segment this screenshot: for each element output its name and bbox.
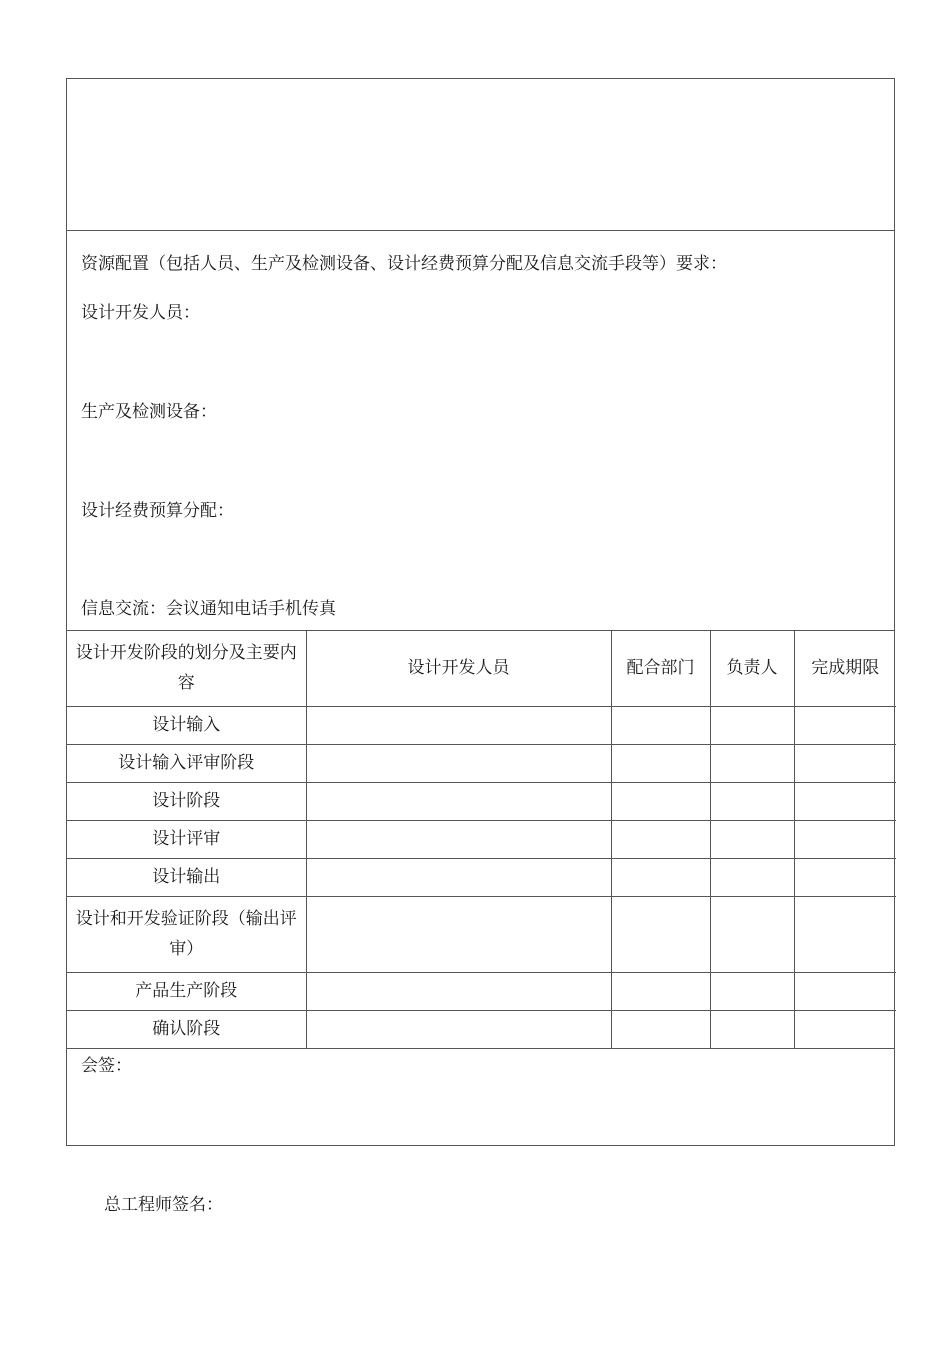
equipment-label: 生产及检测设备：: [81, 402, 217, 422]
personnel-cell[interactable]: [306, 744, 611, 782]
stage-cell: 设计评审: [67, 820, 306, 858]
personnel-cell[interactable]: [306, 820, 611, 858]
budget-label: 设计经费预算分配：: [81, 501, 234, 521]
department-cell[interactable]: [611, 1010, 710, 1048]
countersign-label: 会签：: [81, 1056, 132, 1076]
owner-cell[interactable]: [710, 896, 794, 972]
header-owner: 负责人: [710, 631, 794, 706]
owner-cell[interactable]: [710, 858, 794, 896]
stage-cell: 设计输入评审阶段: [67, 744, 306, 782]
owner-cell[interactable]: [710, 744, 794, 782]
resource-heading: 资源配置（包括人员、生产及检测设备、设计经费预算分配及信息交流手段等）要求：: [81, 254, 727, 274]
personnel-cell[interactable]: [306, 858, 611, 896]
table-row: [67, 820, 896, 858]
stage-cell: 设计和开发验证阶段（输出评审）: [67, 896, 306, 972]
header-stage: 设计开发阶段的划分及主要内容: [67, 631, 306, 706]
owner-cell[interactable]: [710, 820, 794, 858]
personnel-cell[interactable]: [306, 782, 611, 820]
table-row: [67, 858, 896, 896]
deadline-cell[interactable]: [794, 706, 896, 744]
stage-cell: 设计阶段: [67, 782, 306, 820]
table-row: [67, 744, 896, 782]
table-row: [67, 782, 896, 820]
owner-cell[interactable]: [710, 1010, 794, 1048]
top-blank-section: [67, 79, 894, 231]
department-cell[interactable]: [611, 744, 710, 782]
design-plan-form: [66, 78, 895, 1146]
owner-cell[interactable]: [710, 782, 794, 820]
deadline-cell[interactable]: [794, 744, 896, 782]
department-cell[interactable]: [611, 972, 710, 1010]
deadline-cell[interactable]: [794, 782, 896, 820]
department-cell[interactable]: [611, 820, 710, 858]
table-row: [67, 706, 896, 744]
department-cell[interactable]: [611, 782, 710, 820]
table-row: [67, 1010, 896, 1048]
stage-cell: 确认阶段: [67, 1010, 306, 1048]
personnel-cell[interactable]: [306, 706, 611, 744]
stage-cell: 设计输入: [67, 706, 306, 744]
personnel-cell[interactable]: [306, 1010, 611, 1048]
header-personnel: 设计开发人员: [306, 631, 611, 706]
header-department: 配合部门: [611, 631, 710, 706]
personnel-label: 设计开发人员：: [81, 303, 200, 323]
resource-allocation-section: [67, 231, 894, 631]
stage-cell: 设计输出: [67, 858, 306, 896]
personnel-cell[interactable]: [306, 896, 611, 972]
header-deadline: 完成期限: [794, 631, 896, 706]
owner-cell[interactable]: [710, 972, 794, 1010]
table-row: [67, 896, 896, 972]
personnel-cell[interactable]: [306, 972, 611, 1010]
table-row: [67, 972, 896, 1010]
deadline-cell[interactable]: [794, 820, 896, 858]
communication-label: 信息交流：会议通知电话手机传真: [81, 599, 336, 619]
deadline-cell[interactable]: [794, 858, 896, 896]
deadline-cell[interactable]: [794, 1010, 896, 1048]
department-cell[interactable]: [611, 706, 710, 744]
table-header-row: [67, 631, 896, 706]
chief-engineer-signature-label: 总工程师签名：: [104, 1195, 223, 1215]
owner-cell[interactable]: [710, 706, 794, 744]
deadline-cell[interactable]: [794, 972, 896, 1010]
deadline-cell[interactable]: [794, 896, 896, 972]
countersign-section[interactable]: [67, 1048, 894, 1145]
stage-table: [67, 631, 896, 1048]
stage-cell: 产品生产阶段: [67, 972, 306, 1010]
department-cell[interactable]: [611, 858, 710, 896]
department-cell[interactable]: [611, 896, 710, 972]
